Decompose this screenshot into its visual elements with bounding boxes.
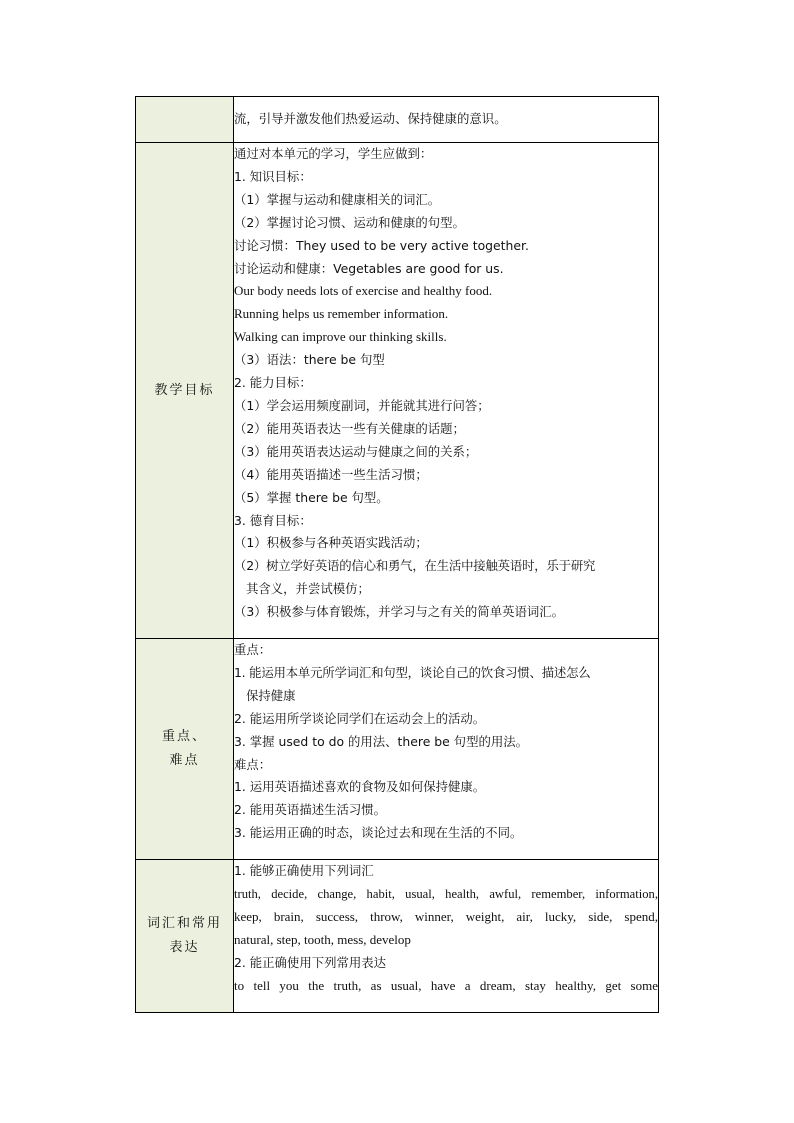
objectives-line: （3）能用英语表达运动与健康之间的关系； (234, 443, 478, 459)
key-points-line: 难点： (234, 756, 272, 772)
lesson-plan-table (135, 96, 659, 1013)
vocabulary-line: 2. 能正确使用下列常用表达 (234, 954, 387, 970)
row-label-empty (136, 97, 234, 143)
key-difficult-points-cell (234, 639, 659, 860)
objectives-line: 2. 能力目标： (234, 375, 312, 391)
vocabulary-line: to tell you the truth, as usual, have a dream, stay healthy, get some (234, 977, 658, 993)
objectives-line: Running helps us remember information. (234, 306, 449, 322)
key-points-line: 重点： (234, 642, 272, 657)
objectives-line: （4）能用英语描述一些生活习惯； (234, 466, 428, 482)
objectives-line: 讨论运动和健康：Vegetables are good for us. (234, 260, 504, 276)
key-points-line: 3. 掌握 used to do 的用法、there be 句型的用法。 (234, 733, 529, 749)
objectives-line: 讨论习惯：They used to be very active together. (234, 237, 529, 253)
objectives-line: （2）能用英语表达一些有关健康的话题； (234, 420, 465, 436)
objectives-line: （2）树立学好英语的信心和勇气，在生活中接触英语时，乐于研究 (234, 558, 596, 574)
row-label-vocabulary (136, 860, 234, 1013)
row-label-line: 难点 (169, 753, 200, 768)
objectives-line: 1. 知识目标： (234, 168, 312, 184)
table-row-intro (136, 97, 659, 143)
vocabulary-line: 1. 能够正确使用下列词汇 (234, 863, 374, 878)
key-points-line: 1. 能运用本单元所学词汇和句型，谈论自己的饮食习惯、描述怎么 (234, 664, 591, 680)
intro-line: 流，引导并激发他们热爱运动、保持健康的意识。 (234, 111, 507, 127)
objectives-line: 通过对本单元的学习，学生应做到： (234, 146, 433, 161)
row-label-line: 表达 (169, 940, 200, 955)
objectives-line: （2）掌握讨论习惯、运动和健康的句型。 (234, 214, 465, 230)
objectives-line: （1）积极参与各种英语实践活动； (234, 535, 428, 551)
table-row-vocabulary (136, 860, 659, 1013)
objectives-line: （1）掌握与运动和健康相关的词汇。 (234, 191, 441, 207)
key-points-line: 1. 运用英语描述喜欢的食物及如何保持健康。 (234, 779, 486, 795)
objectives-line: 其含义，并尝试模仿； (246, 581, 370, 597)
vocabulary-line: natural, step, tooth, mess, develop (234, 931, 411, 947)
table-row-key-difficult-points (136, 639, 659, 860)
objectives-line: 3. 德育目标： (234, 512, 312, 528)
objectives-line: （3）积极参与体育锻炼，并学习与之有关的简单英语词汇。 (234, 604, 565, 620)
key-points-line: 2. 能运用所学谈论同学们在运动会上的活动。 (234, 710, 486, 726)
objectives-line: Our body needs lots of exercise and healthy food. (234, 283, 493, 299)
key-points-line: 保持健康 (246, 687, 296, 703)
vocabulary-cell (234, 860, 659, 1013)
objectives-line: Walking can improve our thinking skills. (234, 329, 447, 345)
objectives-line: （1）学会运用频度副词，并能就其进行问答； (234, 397, 490, 413)
teaching-objectives-cell (234, 143, 659, 639)
objectives-line: （5）掌握 there be 句型。 (234, 489, 389, 505)
objectives-line: （3）语法：there be 句型 (234, 352, 385, 368)
row-label-line: 重点、 (161, 729, 207, 744)
vocabulary-line: truth, decide, change, habit, usual, health, awful, remember, information, (234, 886, 658, 901)
key-points-line: 3. 能运用正确的时态，谈论过去和现在生活的不同。 (234, 825, 523, 841)
row-label-line: 词汇和常用 (146, 916, 222, 931)
key-points-line: 2. 能用英语描述生活习惯。 (234, 802, 387, 818)
row-label-key-difficult-points (136, 639, 234, 860)
intro-content-cell (234, 97, 659, 143)
vocabulary-line: keep, brain, success, throw, winner, weight, air, lucky, side, spend, (234, 908, 658, 924)
table-row-teaching-objectives (136, 143, 659, 639)
row-label-teaching-objectives: 教学目标 (136, 143, 234, 639)
